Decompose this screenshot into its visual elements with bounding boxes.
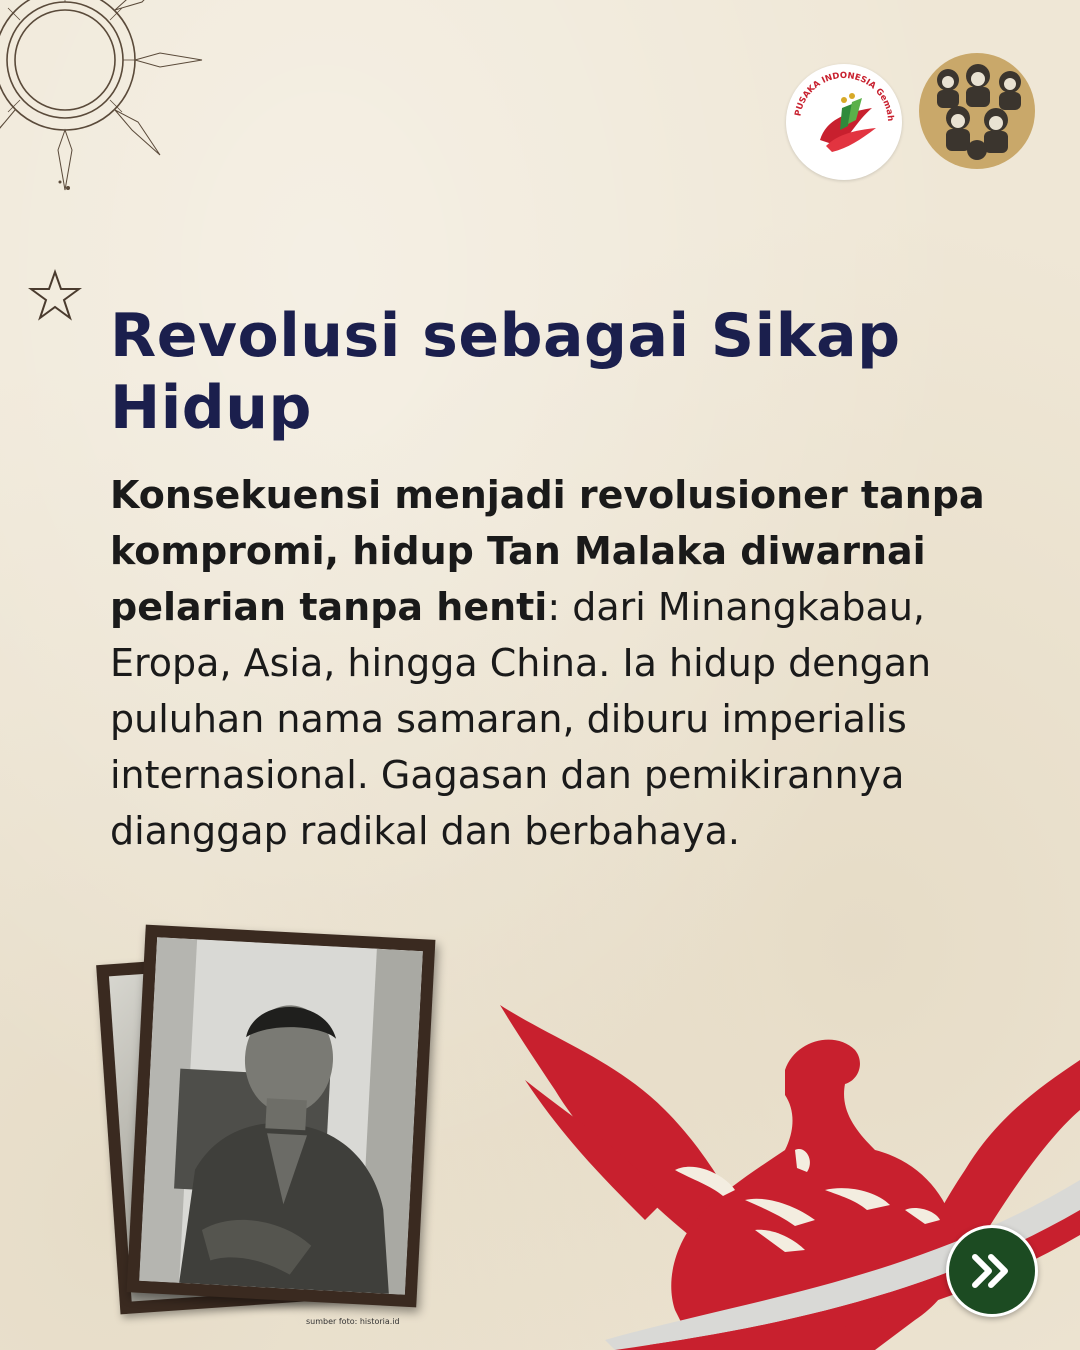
- sun-ornament-icon: [0, 0, 210, 200]
- logo-arc-text: PUSAKA INDONESIA Gemah: [793, 70, 896, 122]
- photo-caption: sumber foto: historia.id: [306, 1317, 400, 1326]
- pusaka-indonesia-logo: [786, 64, 902, 180]
- body-regular-text: : dari Minangkabau, Eropa, Asia, hingga China. Ia hidup dengan puluhan nama samaran, diburu imperialis internasional. Gagasan dan pemikirannya dianggap radikal dan berbahaya.: [110, 585, 932, 853]
- double-chevron-right-icon: [969, 1248, 1015, 1294]
- portrait-photo: [127, 925, 436, 1308]
- page-title: Revolusi sebagai Sikap Hidup: [110, 301, 901, 443]
- star-outline-icon: [28, 268, 82, 322]
- svg-text:PUSAKA INDONESIA Gemahripah: [786, 64, 895, 122]
- founding-figures-collage: [918, 52, 1036, 170]
- next-slide-button[interactable]: [946, 1225, 1038, 1317]
- body-paragraph: [110, 467, 1010, 859]
- body-bold-text: Konsekuensi menjadi revolusioner tanpa kompromi, hidup Tan Malaka diwarnai pelarian tanpa henti: [110, 473, 985, 629]
